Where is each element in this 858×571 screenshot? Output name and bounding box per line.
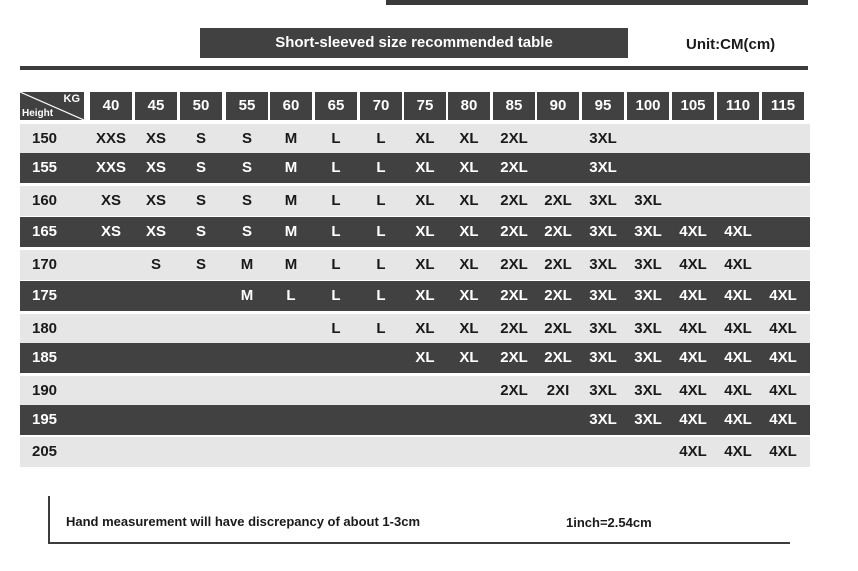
size-cell: XL (459, 320, 479, 337)
weight-header-95: 95 (582, 92, 624, 120)
size-cell: XS (145, 192, 166, 209)
weight-header-80: 80 (448, 92, 490, 120)
size-cell: XL (459, 287, 479, 304)
size-cell: 3XL (589, 320, 617, 337)
size-cell: 3XL (634, 223, 662, 240)
size-cell: L (376, 130, 386, 147)
weight-header-110: 110 (717, 92, 759, 120)
size-cell: XL (459, 130, 479, 147)
size-cell: XS (145, 130, 166, 147)
size-cell: 3XL (589, 411, 617, 428)
size-cell: 4XL (679, 349, 707, 366)
size-cell: 4XL (769, 349, 797, 366)
size-cell: 4XL (769, 287, 797, 304)
size-cell: L (376, 159, 386, 176)
height-cell: 180 (32, 320, 58, 337)
height-cell: 175 (32, 287, 58, 304)
table-row (20, 186, 810, 216)
size-cell: M (240, 256, 254, 273)
size-cell: XL (415, 223, 435, 240)
table-row (20, 250, 810, 280)
size-cell: 2XL (500, 287, 528, 304)
size-cell: 2XL (500, 382, 528, 399)
size-cell: 4XL (679, 223, 707, 240)
size-cell: XL (459, 256, 479, 273)
size-cell: 2XL (500, 256, 528, 273)
size-cell: S (195, 130, 206, 147)
weight-header-85: 85 (493, 92, 535, 120)
table-row (20, 314, 810, 344)
unit-label: Unit:CM(cm) (686, 36, 776, 53)
size-cell: 4XL (769, 382, 797, 399)
size-cell: XS (145, 223, 166, 240)
size-cell: XXS (95, 159, 126, 176)
size-cell: L (376, 320, 386, 337)
size-cell: 3XL (634, 256, 662, 273)
weight-header-105: 105 (672, 92, 714, 120)
size-cell: 2XL (500, 320, 528, 337)
size-cell: S (241, 159, 252, 176)
size-cell: 3XL (634, 349, 662, 366)
size-cell: S (241, 130, 252, 147)
size-cell: 4XL (724, 349, 752, 366)
table-row (20, 281, 810, 311)
kg-label: KG (63, 93, 80, 105)
size-cell: 2XL (544, 223, 572, 240)
size-cell: 4XL (769, 443, 797, 460)
table-row (20, 153, 810, 183)
size-cell: 2XL (500, 223, 528, 240)
table-row (20, 437, 810, 467)
size-cell: XL (415, 192, 435, 209)
size-cell: L (331, 130, 341, 147)
size-cell: XL (415, 256, 435, 273)
note-bracket (48, 496, 50, 544)
table-row (20, 217, 810, 247)
weight-header-40: 40 (90, 92, 132, 120)
size-cell: 4XL (724, 411, 752, 428)
height-label: Height (22, 108, 54, 119)
height-cell: 205 (32, 443, 58, 460)
size-cell: S (195, 192, 206, 209)
height-cell: 165 (32, 223, 58, 240)
size-cell: L (331, 159, 341, 176)
size-cell: M (284, 159, 298, 176)
size-cell: L (376, 192, 386, 209)
size-cell: XL (415, 159, 435, 176)
size-cell: S (195, 256, 206, 273)
size-cell: S (241, 223, 252, 240)
size-cell: L (331, 256, 341, 273)
size-cell: XL (415, 130, 435, 147)
size-cell: M (284, 256, 298, 273)
size-cell: 4XL (724, 443, 752, 460)
size-cell: 4XL (679, 256, 707, 273)
size-cell: S (195, 159, 206, 176)
size-cell: 3XL (634, 287, 662, 304)
size-cell: M (284, 192, 298, 209)
size-cell: 3XL (634, 411, 662, 428)
size-cell: 4XL (679, 443, 707, 460)
weight-header-100: 100 (627, 92, 669, 120)
weight-header-50: 50 (180, 92, 222, 120)
size-cell: 4XL (724, 382, 752, 399)
measurement-note: Hand measurement will have discrepancy of about 1-3cm (66, 514, 421, 529)
size-cell: 4XL (724, 223, 752, 240)
size-cell: L (331, 223, 341, 240)
size-cell: XXS (95, 130, 126, 147)
note-underline (48, 542, 790, 544)
size-cell: 4XL (724, 320, 752, 337)
weight-header-55: 55 (226, 92, 268, 120)
size-cell: 4XL (679, 320, 707, 337)
size-cell: XS (100, 223, 121, 240)
height-cell: 155 (32, 159, 58, 176)
weight-header-75: 75 (404, 92, 446, 120)
size-cell: L (376, 223, 386, 240)
size-cell: M (240, 287, 254, 304)
height-cell: 190 (32, 382, 58, 399)
size-cell: 3XL (589, 382, 617, 399)
height-cell: 160 (32, 192, 58, 209)
size-cell: S (150, 256, 161, 273)
weight-header-row (20, 92, 810, 120)
size-cell: XL (415, 320, 435, 337)
weight-header-60: 60 (270, 92, 312, 120)
header-divider (20, 66, 808, 70)
size-cell: L (376, 287, 386, 304)
size-cell: L (286, 287, 296, 304)
size-cell: 2XL (500, 192, 528, 209)
weight-header-45: 45 (135, 92, 177, 120)
size-cell: L (376, 256, 386, 273)
size-cell: S (195, 223, 206, 240)
size-cell: XL (459, 223, 479, 240)
size-cell: XL (459, 192, 479, 209)
size-cell: 3XL (589, 287, 617, 304)
size-cell: XL (415, 349, 435, 366)
size-cell: 4XL (724, 256, 752, 273)
height-cell: 195 (32, 411, 58, 428)
size-cell: 2XL (500, 159, 528, 176)
table-row (20, 376, 810, 406)
size-cell: 2XL (544, 192, 572, 209)
inch-conversion: 1inch=2.54cm (566, 515, 652, 530)
weight-header-115: 115 (762, 92, 804, 120)
size-cell: 3XL (589, 223, 617, 240)
weight-header-90: 90 (537, 92, 579, 120)
size-cell: XL (459, 349, 479, 366)
size-cell: 2XL (544, 349, 572, 366)
size-cell: 4XL (679, 382, 707, 399)
table-row (20, 405, 810, 435)
size-cell: M (284, 223, 298, 240)
top-decorative-bar (386, 0, 808, 5)
size-cell: 2XL (544, 287, 572, 304)
size-cell: L (331, 287, 341, 304)
size-cell: XS (100, 192, 121, 209)
corner-cell (20, 92, 84, 120)
size-cell: XL (459, 159, 479, 176)
size-cell: 4XL (679, 287, 707, 304)
size-cell: S (241, 192, 252, 209)
size-cell: 2XL (544, 320, 572, 337)
weight-header-70: 70 (360, 92, 402, 120)
height-cell: 185 (32, 349, 58, 366)
size-cell: XL (415, 287, 435, 304)
size-cell: 2XL (500, 349, 528, 366)
size-cell: 3XL (589, 256, 617, 273)
size-cell: 4XL (679, 411, 707, 428)
height-cell: 150 (32, 130, 58, 147)
size-cell: L (331, 320, 341, 337)
size-cell: 4XL (769, 320, 797, 337)
size-cell: M (284, 130, 298, 147)
size-cell: 3XL (589, 159, 617, 176)
height-cell: 170 (32, 256, 58, 273)
table-title: Short-sleeved size recommended table (200, 28, 628, 58)
weight-header-65: 65 (315, 92, 357, 120)
size-cell: 3XL (589, 349, 617, 366)
size-cell: 2XI (546, 382, 570, 399)
size-cell: XS (145, 159, 166, 176)
size-cell: 3XL (634, 382, 662, 399)
table-row (20, 343, 810, 373)
size-cell: 2XL (544, 256, 572, 273)
table-row (20, 124, 810, 154)
size-cell: 2XL (500, 130, 528, 147)
size-cell: 4XL (724, 287, 752, 304)
size-cell: L (331, 192, 341, 209)
size-cell: 4XL (769, 411, 797, 428)
size-cell: 3XL (634, 192, 662, 209)
size-cell: 3XL (634, 320, 662, 337)
size-cell: 3XL (589, 192, 617, 209)
size-cell: 3XL (589, 130, 617, 147)
